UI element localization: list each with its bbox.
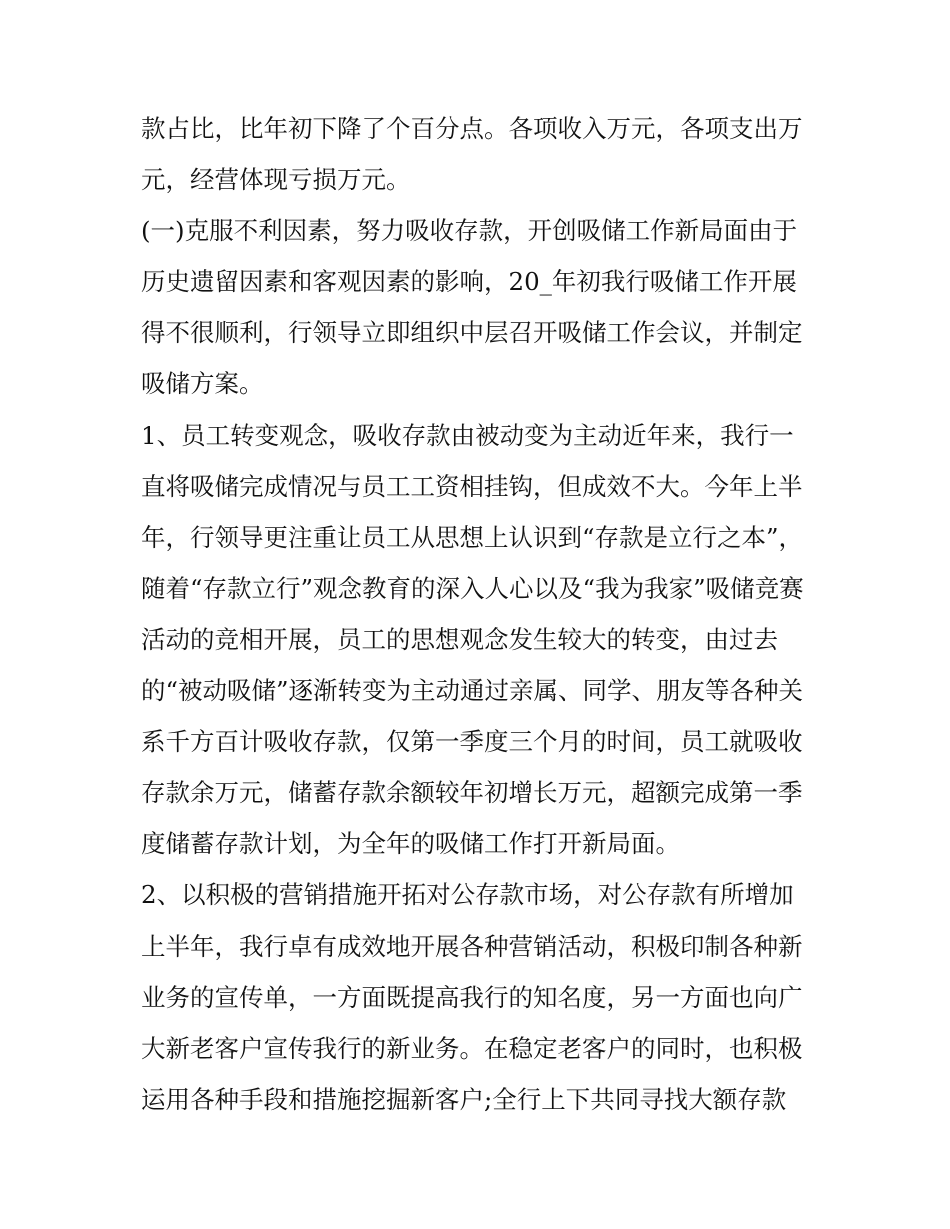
document-body bbox=[141, 103, 821, 1125]
text-line: 运用各种手段和措施挖掘新客户;全行上下共同寻找大额存款 bbox=[141, 1084, 787, 1114]
subsection-heading-1: 1、员工转变观念，吸收存款由被动变为主动近年来，我行一 bbox=[141, 420, 794, 450]
text-line: 上半年，我行卓有成效地开展各种营销活动，积极印制各种新 bbox=[141, 931, 803, 961]
text-line: 吸储方案。 bbox=[141, 369, 264, 399]
text-line: 直将吸储完成情况与员工工资相挂钩，但成效不大。今年上半 bbox=[141, 471, 803, 501]
text-line: 的“被动吸储”逐渐转变为主动通过亲属、同学、朋友等各种关 bbox=[141, 676, 804, 706]
text-line: 年，行领导更注重让员工从思想上认识到“存款是立行之本”， bbox=[141, 522, 804, 552]
text-line: 款占比，比年初下降了个百分点。各项收入万元，各项支出万 bbox=[141, 114, 803, 143]
text-line: 历史遗留因素和客观因素的影响，20_年初我行吸储工作开展 bbox=[141, 267, 797, 297]
text-line: 业务的宣传单，一方面既提高我行的知名度，另一方面也向广 bbox=[141, 982, 803, 1012]
text-line: 随着“存款立行”观念教育的深入人心以及“我为我家”吸储竞赛 bbox=[141, 573, 804, 603]
text-line: 系千方百计吸收存款，仅第一季度三个月的时间，员工就吸收 bbox=[141, 727, 803, 757]
text-line: 度储蓄存款计划，为全年的吸储工作打开新局面。 bbox=[141, 829, 680, 859]
text-line: 元，经营体现亏损万元。 bbox=[141, 165, 411, 195]
subsection-heading-2: 2、以积极的营销措施开拓对公存款市场，对公存款有所增加 bbox=[141, 880, 794, 910]
text-line: 大新老客户宣传我行的新业务。在稳定老客户的同时，也积极 bbox=[141, 1033, 803, 1063]
text-line: 得不很顺利，行领导立即组织中层召开吸储工作会议，并制定 bbox=[141, 318, 803, 348]
section-heading: (一)克服不利因素，努力吸收存款，开创吸储工作新局面由于 bbox=[141, 216, 798, 246]
text-line: 存款余万元，储蓄存款余额较年初增长万元，超额完成第一季 bbox=[141, 778, 803, 808]
text-line: 活动的竞相开展，员工的思想观念发生较大的转变，由过去 bbox=[141, 624, 778, 654]
